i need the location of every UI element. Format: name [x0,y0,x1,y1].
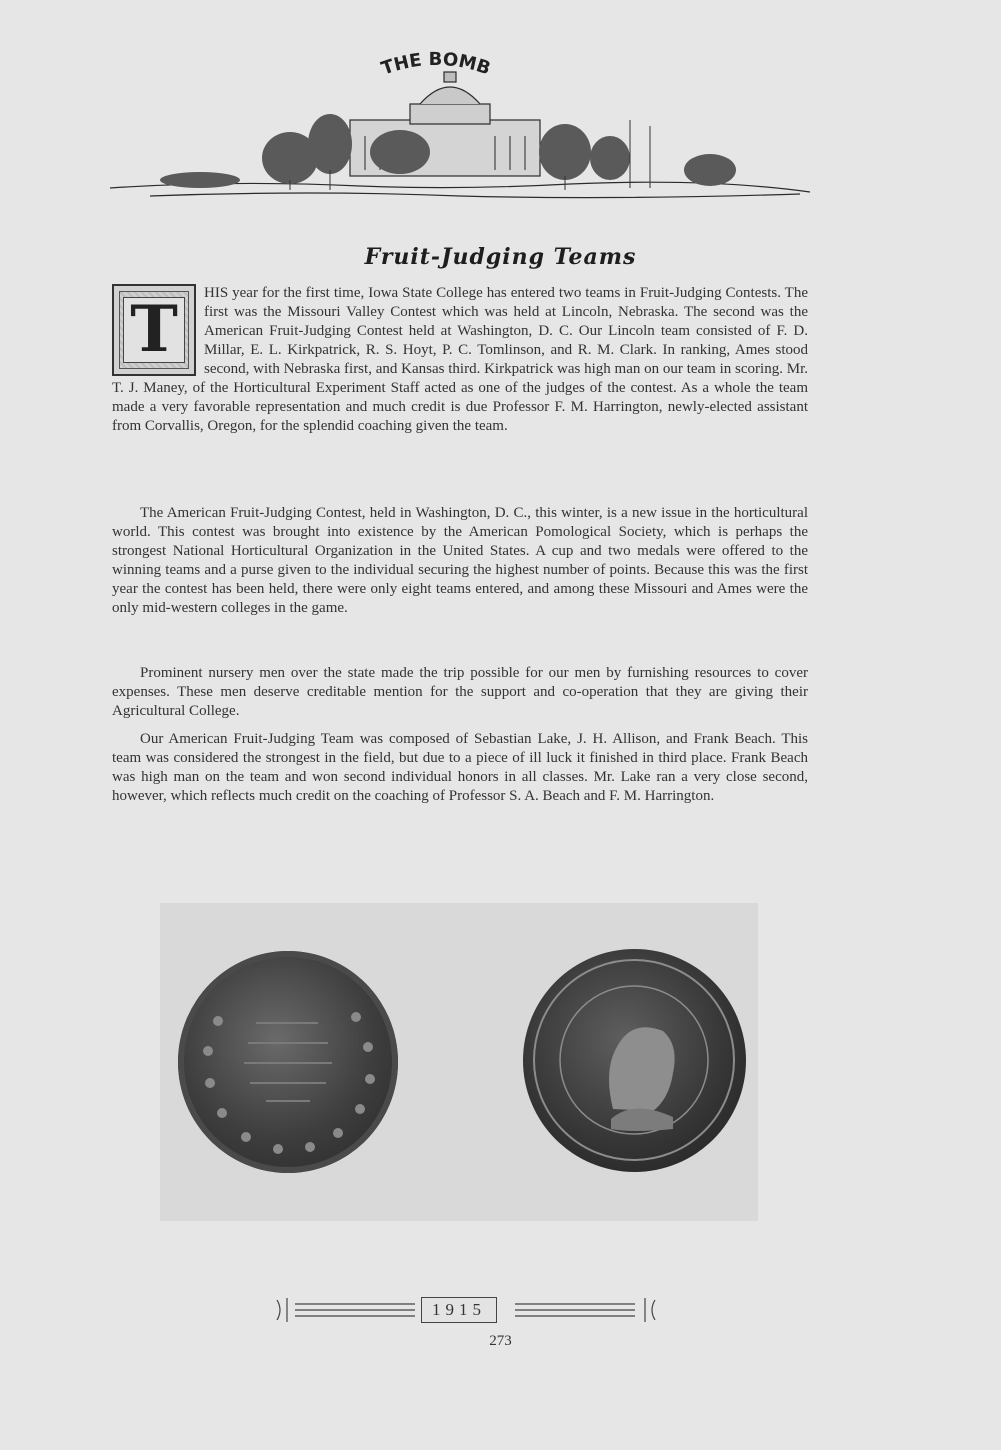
svg-text:THE BOMB [379,49,493,80]
paragraph-2: The American Fruit-Judging Contest, held in Washington, D. C., this winter, is a new issue in the horticultural world. This contest was brought into existence by the American Pomological Society, which is perhaps the strongest National Horticultural Organization in the United States. A cup and two medals were offered to the winning teams and a purse given to the individual securing the highest number of points. Because this was the first year the contest has been held, there were only eight teams entered, and among these Missouri and Ames were the only mid-western colleges in the game. [112,505,808,616]
page-number: 273 [489,1333,512,1349]
header-title: THE BOMB [378,48,494,80]
paragraph-4: Our American Fruit-Judging Team was composed of Sebastian Lake, J. H. Allison, and Frank Beach. This team was considered the strongest in the field, but due to a piece of ill luck it finished in third place. Frank Beach was high man on the team and won second individual honors in all classes. Mr. Lake ran a very close second, however, which reflects much credit on the coaching of Professor S. A. Beach and F. M. Harrington. [112,731,808,804]
footer-year: 1915 [421,1297,497,1323]
paragraph-3: Prominent nursery men over the state made the trip possible for our men by furnishing resources to cover expenses. These men deserve creditable mention for the support and co-operation that they are giving their Agricultural College. [112,665,808,719]
medal-obverse-portrait-image [523,949,746,1172]
medal-reverse-image [178,951,398,1173]
drop-cap-letter: T [123,297,185,363]
header-title-arc [356,46,516,86]
paragraph-1 [112,284,808,436]
paragraph-1-text: HIS year for the first time, Iowa State College has entered two teams in Fruit-Judging Contests. The first was the Missouri Valley Contest which was held at Lincoln, Nebraska. The second was the American Fruit-Judging Contest held at Washington, D. C. Our Lincoln team consisted of F. D. Millar, E. L. Kirkpatrick, R. S. Hoyt, P. C. Tomlinson, and R. M. Clark. In ranking, Ames stood second, with Nebraska first, and Kansas third. Kirkpatrick was high man on our team in scoring. Mr. T. J. Maney, of the Horticultural Experiment Staff acted as one of the judges of the contest. As a whole the team made a very favorable representation and much credit is due Professor F. M. Harrington, newly-elected assistant from Corvallis, Oregon, for the splendid coaching given the team. [112,285,808,434]
section-title: Fruit-Judging Teams [364,244,637,270]
medals-photograph [160,903,758,1221]
